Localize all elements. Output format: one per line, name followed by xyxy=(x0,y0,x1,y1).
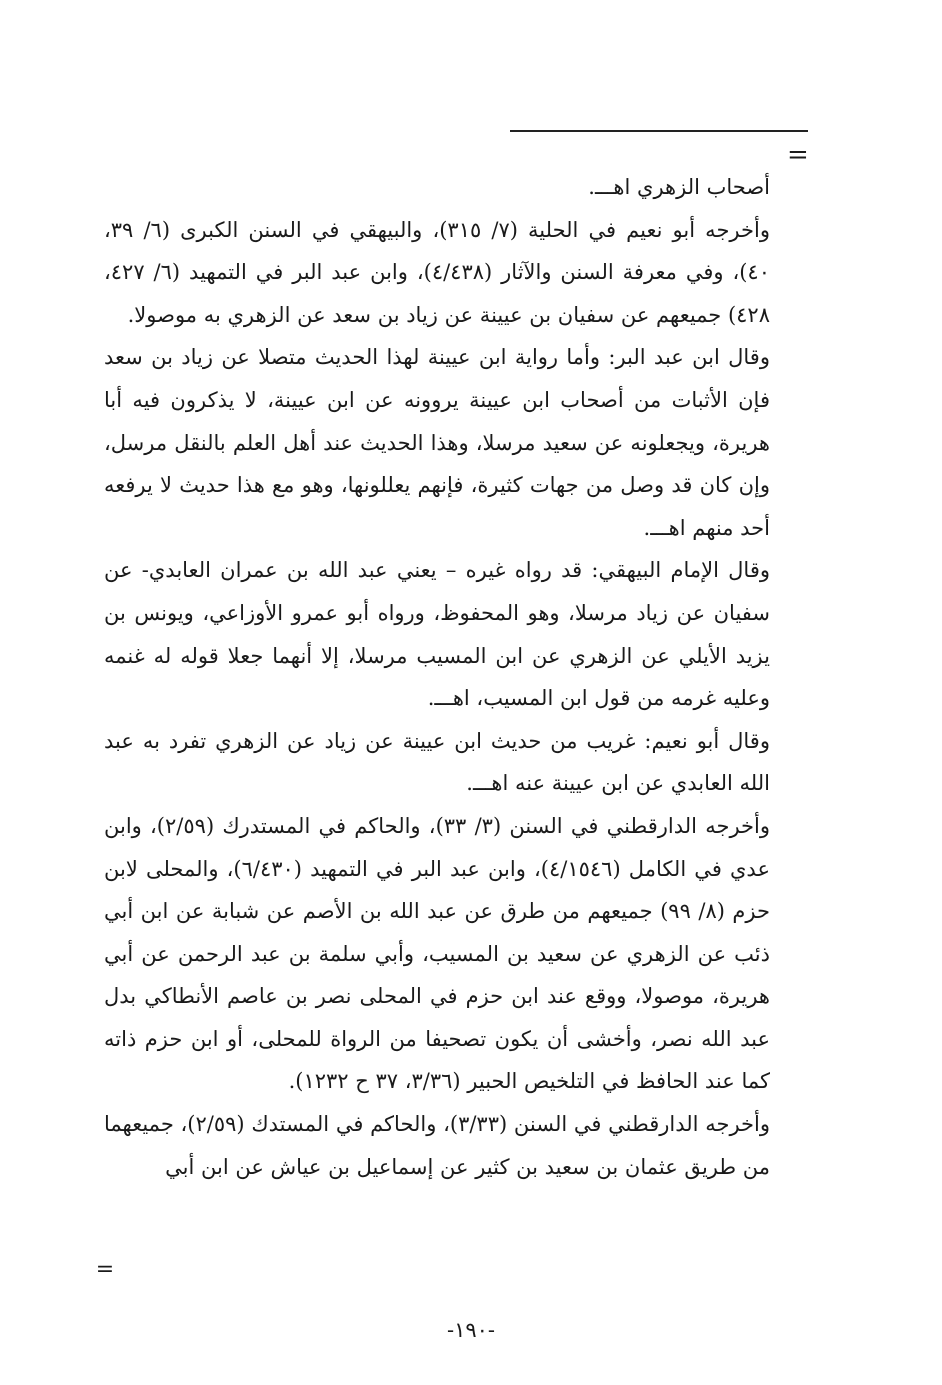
paragraph: وقال أبو نعيم: غريب من حديث ابن عيينة عن زياد عن الزهري تفرد به عبد الله العابدي عن ابن عيينة عنه اهـــ. xyxy=(104,728,770,796)
footnote-text xyxy=(104,166,770,1188)
end-continuation-mark: = xyxy=(95,1257,115,1282)
paragraph: وقال ابن عبد البر: وأما رواية ابن عيينة لهذا الحديث متصلا عن زياد بن سعد فإن الأثبات من أصحاب ابن عيينة يروونه عن ابن عيينة، لا يذكرون فيه أبا هريرة، ويجعلونه عن سعيد مرسلا، وهذا الحديث عند أهل العلم بالنقل مرسل، وإن كان قد وصل من جهات كثيرة، فإنهم يعللونها، وهو مع هذا حديث لا يرفعه أحد منهم اهـــ. xyxy=(104,345,770,540)
continuation-mark: = xyxy=(787,140,809,170)
paragraph: وأخرجه أبو نعيم في الحلية (٧/ ٣١٥)، والبيهقي في السنن الكبرى (٦/ ٣٩، ٤٠)، وفي معرفة السنن والآثار (٤/٤٣٨)، وابن عبد البر في التمهيد (٦/ ٤٢٧، ٤٢٨) جميعهم عن سفيان بن عيينة عن زياد بن سعد عن الزهري به موصولا. xyxy=(104,217,770,327)
footnote-separator-rule xyxy=(510,130,808,132)
paragraph: وقال الإمام البيهقي: قد رواه غيره – يعني عبد الله بن عمران العابدي- عن سفيان عن زياد مرسلا، وهو المحفوظ، ورواه أبو عمرو الأوزاعي، ويونس بن يزيد الأيلي عن الزهري عن ابن المسيب مرسلا، إلا أنهما جعلا قوله له غنمه وعليه غرمه من قول ابن المسيب، اهـــ. xyxy=(104,558,771,711)
paragraph: وأخرجه الدارقطني في السنن (٣/٣٣)، والحاكم في المستدك (٢/٥٩)، جميعهما من طريق عثمان بن سعيد بن كثير عن إسماعيل بن عياش عن ابن أبي xyxy=(104,1112,770,1179)
paragraph: أصحاب الزهري اهـــ. xyxy=(588,175,770,199)
page-number: -١٩٠- xyxy=(446,1318,496,1342)
paragraph: وأخرجه الدارقطني في السنن (٣/ ٣٣)، والحاكم في المستدرك (٢/٥٩)، وابن عدي في الكامل (٤/١٥٤٦)، وابن عبد البر في التمهيد (٦/٤٣٠)، والمحلى لابن حزم (٨/ ٩٩) جميعهم من طرق عن عبد الله بن الأصم عن شبابة عن ابن أبي ذئب عن الزهري عن سعيد بن المسيب، وأبي سلمة بن عبد الرحمن عن أبي هريرة، موصولا، ووقع عند ابن حزم في المحلى نصر بن عاصم الأنطاكي بدل عبد الله نصر، وأخشى أن يكون تصحيفا من الرواة للمحلى، أو ابن حزم ذاته كما عند الحافظ في التلخيص الحبير (٣/٣٦، ٣٧ ح ١٢٣٢). xyxy=(104,813,770,1094)
